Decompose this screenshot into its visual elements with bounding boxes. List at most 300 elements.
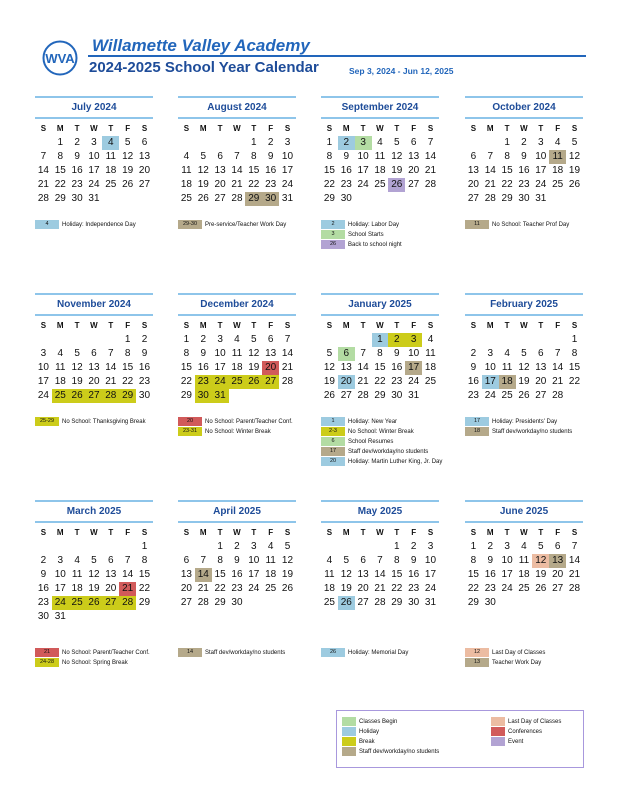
- day-cell: 23: [37, 597, 49, 608]
- key-label: Last Day of Classes: [508, 718, 562, 725]
- weekday-header: S: [284, 321, 291, 330]
- key-swatch: [491, 737, 505, 746]
- empty-day: [532, 333, 549, 347]
- day-cell: 29: [119, 389, 136, 403]
- day-cell: 17: [54, 583, 66, 594]
- weekday-header: M: [56, 124, 64, 133]
- day-cell: 10: [424, 555, 437, 566]
- day-cell: 17: [405, 361, 422, 375]
- day-cell: 22: [248, 179, 260, 190]
- empty-day: [86, 333, 103, 347]
- month-title: June 2025: [465, 500, 583, 523]
- day-cell: 15: [214, 569, 226, 580]
- key-label: Classes Begin: [359, 718, 398, 725]
- month-grid: [321, 122, 439, 206]
- weekday-header: S: [571, 321, 578, 330]
- weekday-header: W: [520, 321, 528, 330]
- day-cell: 26: [518, 390, 530, 401]
- day-cell: 11: [324, 569, 335, 580]
- day-cell: 5: [394, 137, 400, 148]
- day-cell: 30: [408, 597, 420, 608]
- weekday-header: T: [74, 528, 80, 537]
- month-grid: [321, 319, 439, 403]
- weekday-header: S: [470, 528, 477, 537]
- weekday-header: T: [360, 528, 366, 537]
- day-cell: 8: [141, 555, 148, 566]
- day-cell: 5: [521, 348, 527, 359]
- key-label: Break: [359, 738, 375, 745]
- day-cell: 23: [518, 179, 530, 190]
- day-cell: 15: [467, 569, 479, 580]
- day-cell: 19: [88, 583, 100, 594]
- day-cell: 5: [200, 151, 207, 162]
- day-cell: 19: [535, 569, 547, 580]
- month-calendar: [35, 293, 153, 403]
- day-cell: 13: [88, 362, 100, 373]
- day-cell: 24: [248, 583, 260, 594]
- day-cell: 30: [340, 193, 352, 204]
- day-cell: 7: [40, 151, 47, 162]
- legend-swatch: 17: [465, 417, 489, 426]
- weekday-header: F: [268, 321, 274, 330]
- day-cell: 13: [180, 569, 192, 580]
- day-cell: 17: [281, 165, 294, 176]
- legend-item: [178, 427, 318, 436]
- day-cell: 28: [552, 390, 564, 401]
- day-cell: 17: [424, 569, 437, 580]
- day-cell: 27: [180, 597, 192, 608]
- day-cell: 3: [91, 137, 97, 148]
- day-cell: 29: [374, 390, 386, 401]
- legend-swatch: 23-31: [178, 427, 202, 436]
- day-cell: 11: [105, 151, 116, 162]
- day-cell: 31: [281, 193, 294, 204]
- weekday-header: M: [342, 124, 350, 133]
- day-cell: 25: [52, 389, 69, 403]
- weekday-header: F: [268, 528, 274, 537]
- weekday-header: F: [555, 321, 561, 330]
- day-cell: 14: [568, 555, 581, 566]
- day-cell: 29: [245, 192, 262, 206]
- day-cell: 13: [408, 151, 420, 162]
- day-cell: 18: [105, 165, 117, 176]
- day-cell: 20: [180, 583, 192, 594]
- day-cell: 23: [467, 390, 479, 401]
- month-grid: [35, 122, 153, 206]
- weekday-header: F: [125, 321, 131, 330]
- empty-day: [338, 333, 355, 347]
- day-cell: 15: [54, 165, 66, 176]
- day-cell: 17: [88, 165, 100, 176]
- day-cell: 10: [501, 555, 513, 566]
- month-legend: [465, 220, 605, 230]
- day-cell: 30: [138, 390, 151, 401]
- empty-day: [69, 333, 86, 347]
- weekday-header: T: [360, 124, 366, 133]
- day-cell: 24: [357, 179, 369, 190]
- day-cell: 12: [518, 362, 530, 373]
- day-cell: 13: [214, 165, 226, 176]
- day-cell: 3: [538, 137, 544, 148]
- day-cell: 11: [231, 348, 243, 359]
- legend-swatch: 21: [35, 648, 59, 657]
- day-cell: 7: [377, 555, 383, 566]
- day-cell: 14: [374, 569, 386, 580]
- day-cell: 31: [212, 389, 229, 403]
- legend-text: Holiday: New Year: [348, 418, 398, 425]
- day-cell: 15: [501, 165, 513, 176]
- legend-swatch: 4: [35, 220, 59, 229]
- day-cell: 3: [355, 136, 372, 150]
- legend-text: No School: Thanksgiving Break: [62, 418, 146, 425]
- legend-text: Staff dev/workday/no students: [205, 649, 286, 656]
- day-cell: 12: [197, 165, 209, 176]
- day-cell: 30: [71, 193, 83, 204]
- day-cell: 8: [394, 555, 400, 566]
- weekday-header: M: [56, 528, 64, 537]
- day-cell: 30: [391, 390, 403, 401]
- month-legend: [465, 648, 605, 668]
- day-cell: 8: [504, 151, 510, 162]
- weekday-header: S: [40, 124, 47, 133]
- weekday-header: F: [411, 528, 417, 537]
- day-cell: 10: [357, 151, 369, 162]
- empty-day: [195, 540, 212, 554]
- day-cell: 9: [40, 569, 47, 580]
- day-cell: 27: [138, 179, 151, 190]
- day-cell: 16: [467, 376, 479, 387]
- day-cell: 2: [74, 137, 80, 148]
- day-cell: 26: [568, 179, 581, 190]
- day-cell: 5: [538, 541, 544, 552]
- month-grid: [178, 319, 296, 403]
- month-title: November 2024: [35, 293, 153, 316]
- legend-item: [321, 240, 461, 249]
- empty-day: [119, 540, 136, 554]
- day-cell: 16: [71, 165, 83, 176]
- day-cell: 14: [424, 151, 437, 162]
- legend-item: [465, 648, 605, 657]
- weekday-header: S: [427, 321, 434, 330]
- day-cell: 18: [231, 362, 243, 373]
- key-label: Event: [508, 738, 524, 745]
- day-cell: 21: [484, 179, 496, 190]
- legend-text: No School: Winter Break: [205, 428, 271, 435]
- day-cell: 19: [518, 376, 530, 387]
- day-cell: 15: [374, 362, 386, 373]
- month-title: May 2025: [321, 500, 439, 523]
- month-grid: [465, 526, 583, 610]
- day-cell: 26: [281, 583, 294, 594]
- day-cell: 19: [122, 165, 134, 176]
- day-cell: 7: [487, 151, 494, 162]
- empty-day: [465, 136, 482, 150]
- day-cell: 19: [391, 165, 403, 176]
- day-cell: 25: [552, 179, 564, 190]
- weekday-header: T: [504, 321, 510, 330]
- day-cell: 7: [554, 348, 561, 359]
- day-cell: 7: [427, 137, 434, 148]
- day-cell: 4: [102, 136, 119, 150]
- day-cell: 24: [88, 179, 100, 190]
- day-cell: 28: [374, 597, 386, 608]
- day-cell: 24: [501, 583, 513, 594]
- legend-item: [321, 427, 461, 436]
- empty-day: [212, 136, 229, 150]
- day-cell: 28: [119, 596, 136, 610]
- day-cell: 6: [360, 555, 366, 566]
- day-cell: 1: [504, 137, 510, 148]
- day-cell: 9: [470, 362, 477, 373]
- empty-day: [35, 136, 52, 150]
- day-cell: 5: [91, 555, 97, 566]
- day-cell: 1: [372, 333, 389, 347]
- key-item: [342, 717, 397, 726]
- legend-swatch: 25-29: [35, 417, 59, 426]
- day-cell: 19: [248, 362, 260, 373]
- day-cell: 16: [265, 165, 277, 176]
- weekday-header: F: [125, 124, 131, 133]
- weekday-header: T: [360, 321, 366, 330]
- weekday-header: T: [504, 124, 510, 133]
- day-cell: 8: [377, 348, 383, 359]
- day-cell: 1: [183, 334, 190, 345]
- legend-swatch: 11: [465, 220, 489, 229]
- day-cell: 20: [408, 165, 420, 176]
- key-item: [491, 717, 561, 726]
- day-cell: 22: [180, 376, 192, 387]
- weekday-header: T: [217, 124, 223, 133]
- day-cell: 21: [37, 179, 49, 190]
- weekday-header: S: [470, 124, 477, 133]
- weekday-header: F: [411, 321, 417, 330]
- empty-day: [52, 540, 69, 554]
- day-cell: 12: [391, 151, 403, 162]
- logo-text: WVA: [45, 51, 75, 66]
- day-cell: 2: [141, 334, 148, 345]
- day-cell: 11: [55, 362, 66, 373]
- day-cell: 15: [248, 165, 260, 176]
- day-cell: 19: [568, 165, 581, 176]
- day-cell: 28: [281, 376, 294, 387]
- day-cell: 12: [88, 569, 100, 580]
- legend-text: No School: Spring Break: [62, 659, 128, 666]
- day-cell: 29: [501, 193, 513, 204]
- empty-day: [321, 333, 338, 347]
- day-cell: 14: [122, 569, 134, 580]
- day-cell: 12: [532, 554, 549, 568]
- day-cell: 7: [234, 151, 240, 162]
- day-cell: 9: [521, 151, 527, 162]
- weekday-header: F: [555, 528, 561, 537]
- weekday-header: T: [251, 124, 257, 133]
- day-cell: 3: [405, 333, 422, 347]
- legend-swatch: 2: [321, 220, 345, 229]
- day-cell: 10: [535, 151, 547, 162]
- day-cell: 18: [518, 569, 530, 580]
- day-cell: 7: [124, 555, 131, 566]
- day-cell: 20: [88, 376, 100, 387]
- day-cell: 16: [231, 569, 243, 580]
- day-cell: 6: [108, 555, 114, 566]
- weekday-header: M: [199, 124, 207, 133]
- weekday-header: M: [486, 321, 494, 330]
- header-rule: [88, 55, 586, 57]
- wva-logo: [42, 40, 78, 76]
- day-cell: 29: [138, 597, 151, 608]
- day-cell: 31: [408, 390, 420, 401]
- month-title: December 2024: [178, 293, 296, 316]
- key-item: [342, 747, 439, 756]
- day-cell: 24: [484, 390, 496, 401]
- weekday-header: M: [56, 321, 64, 330]
- legend-item: [465, 417, 605, 426]
- weekday-header: W: [376, 321, 384, 330]
- day-cell: 4: [234, 334, 240, 345]
- legend-text: School Starts: [348, 231, 384, 238]
- day-cell: 11: [265, 555, 276, 566]
- day-cell: 25: [374, 179, 386, 190]
- day-cell: 3: [251, 541, 257, 552]
- legend-text: Staff dev/workday/no students: [348, 448, 429, 455]
- weekday-header: T: [251, 321, 257, 330]
- legend-item: [465, 658, 605, 667]
- legend-item: [465, 220, 605, 229]
- legend-swatch: 12: [465, 648, 489, 657]
- day-cell: 20: [357, 583, 369, 594]
- legend-text: Teacher Work Day: [492, 659, 542, 666]
- legend-swatch: 3: [321, 230, 345, 239]
- day-cell: 2: [234, 541, 240, 552]
- month-calendar: [465, 96, 583, 206]
- weekday-header: S: [141, 321, 148, 330]
- weekday-header: S: [284, 528, 291, 537]
- legend-swatch: 26: [321, 240, 345, 249]
- day-cell: 28: [102, 389, 119, 403]
- day-cell: 9: [394, 348, 400, 359]
- month-calendar: [35, 500, 153, 624]
- day-cell: 28: [357, 390, 369, 401]
- empty-day: [372, 540, 389, 554]
- day-cell: 5: [124, 137, 131, 148]
- legend-swatch: 29-30: [178, 220, 202, 229]
- key-swatch: [491, 727, 505, 736]
- weekday-header: S: [427, 124, 434, 133]
- day-cell: 8: [571, 348, 578, 359]
- month-legend: [321, 220, 461, 250]
- day-cell: 22: [214, 583, 226, 594]
- day-cell: 13: [138, 151, 151, 162]
- day-cell: 27: [262, 375, 279, 389]
- legend-swatch: 24-28: [35, 658, 59, 667]
- day-cell: 27: [467, 193, 479, 204]
- legend-item: [321, 417, 461, 426]
- day-cell: 16: [484, 569, 496, 580]
- day-cell: 30: [518, 193, 530, 204]
- key-swatch: [342, 717, 356, 726]
- weekday-header: T: [108, 321, 114, 330]
- day-cell: 23: [138, 376, 151, 387]
- day-cell: 6: [267, 334, 274, 345]
- day-cell: 5: [74, 348, 80, 359]
- weekday-header: S: [40, 528, 47, 537]
- day-cell: 27: [552, 583, 564, 594]
- day-cell: 2: [267, 137, 274, 148]
- day-cell: 19: [197, 179, 209, 190]
- key-swatch: [491, 717, 505, 726]
- weekday-header: S: [141, 528, 148, 537]
- day-cell: 23: [391, 376, 403, 387]
- empty-day: [499, 333, 516, 347]
- day-cell: 8: [326, 151, 333, 162]
- weekday-header: T: [108, 124, 114, 133]
- day-cell: 6: [217, 151, 223, 162]
- weekday-header: S: [326, 124, 333, 133]
- day-cell: 28: [484, 193, 496, 204]
- month-grid: [35, 526, 153, 624]
- day-cell: 15: [391, 569, 403, 580]
- day-cell: 13: [535, 362, 547, 373]
- weekday-header: T: [217, 528, 223, 537]
- legend-swatch: 17: [321, 447, 345, 456]
- month-title: February 2025: [465, 293, 583, 316]
- day-cell: 4: [267, 541, 274, 552]
- day-cell: 10: [248, 555, 260, 566]
- day-cell: 30: [484, 597, 496, 608]
- empty-day: [102, 540, 119, 554]
- day-cell: 30: [262, 192, 279, 206]
- day-cell: 2: [487, 541, 494, 552]
- legend-item: [321, 447, 461, 456]
- day-cell: 1: [217, 541, 223, 552]
- day-cell: 8: [183, 348, 190, 359]
- day-cell: 11: [549, 150, 566, 164]
- day-cell: 23: [231, 583, 243, 594]
- day-cell: 1: [571, 334, 578, 345]
- legend-item: [35, 417, 175, 426]
- day-cell: 25: [180, 193, 192, 204]
- day-cell: 16: [138, 362, 151, 373]
- day-cell: 6: [338, 347, 355, 361]
- weekday-header: W: [233, 124, 241, 133]
- weekday-header: T: [394, 124, 400, 133]
- day-cell: 10: [484, 362, 496, 373]
- day-cell: 18: [424, 362, 437, 373]
- key-item: [342, 737, 375, 746]
- day-cell: 5: [284, 541, 291, 552]
- day-cell: 10: [408, 348, 420, 359]
- weekday-header: S: [470, 321, 477, 330]
- empty-day: [35, 333, 52, 347]
- weekday-header: F: [555, 124, 561, 133]
- month-title: January 2025: [321, 293, 439, 316]
- key-swatch: [342, 727, 356, 736]
- weekday-header: W: [376, 124, 384, 133]
- empty-day: [355, 540, 372, 554]
- key-label: Holiday: [359, 728, 380, 735]
- day-cell: 20: [338, 375, 355, 389]
- day-cell: 15: [122, 362, 134, 373]
- day-cell: 9: [141, 348, 148, 359]
- day-cell: 4: [183, 151, 190, 162]
- empty-day: [482, 136, 499, 150]
- month-title: August 2024: [178, 96, 296, 119]
- legend-text: Holiday: Memorial Day: [348, 649, 409, 656]
- day-cell: 9: [234, 555, 240, 566]
- month-calendar: [178, 500, 296, 610]
- day-cell: 21: [552, 376, 564, 387]
- day-cell: 9: [487, 555, 494, 566]
